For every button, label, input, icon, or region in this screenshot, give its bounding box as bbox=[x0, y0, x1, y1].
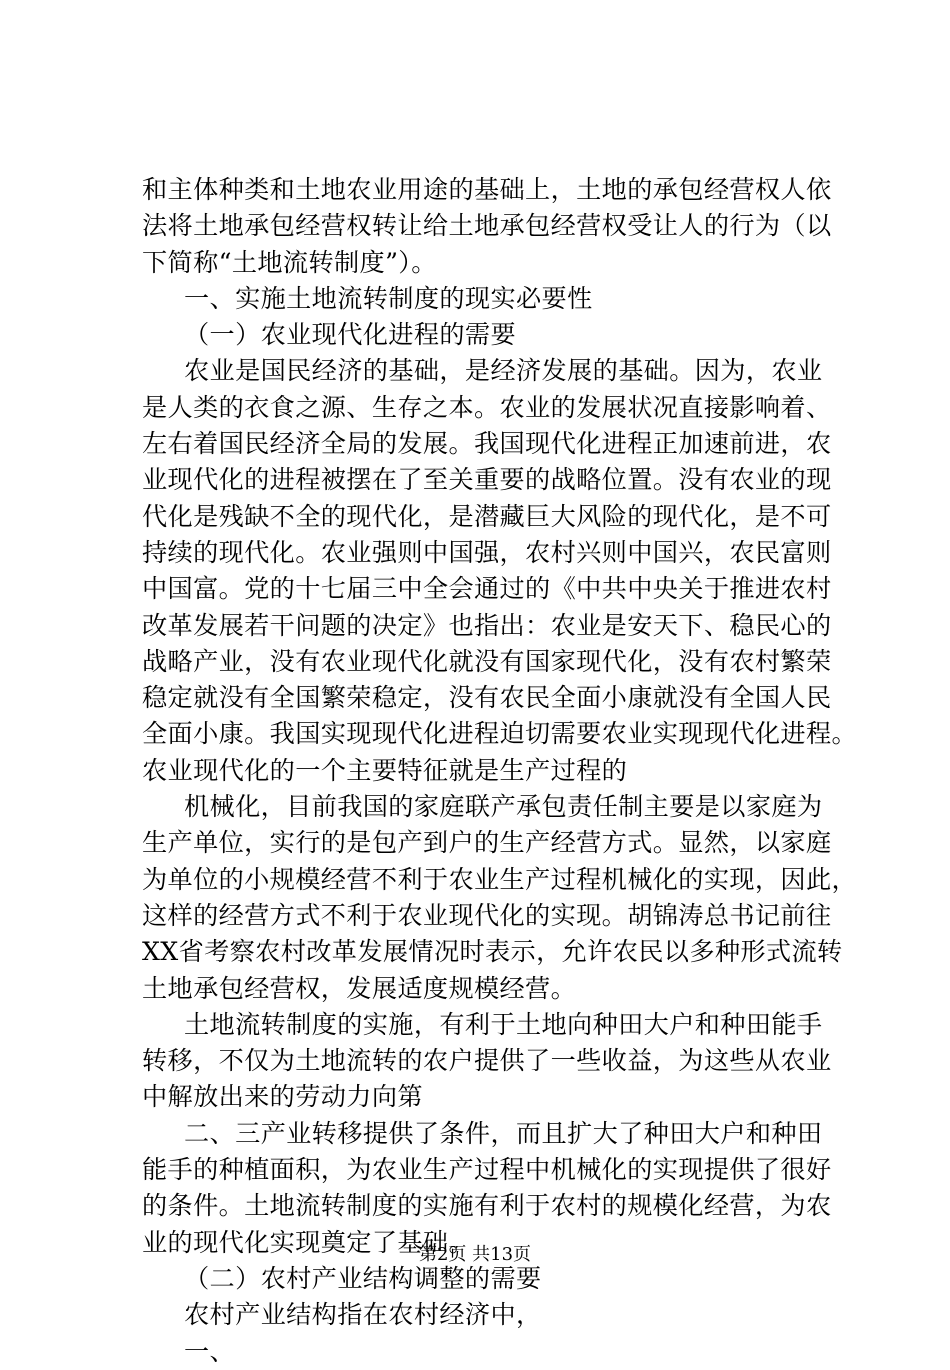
text-line: 能手的种植面积，为农业生产过程中机械化的实现提供了很好 bbox=[142, 1155, 832, 1185]
text-line: 土地流转制度的实施，有利于土地向种田大户和种田能手 bbox=[184, 1009, 823, 1039]
text-line: 生产单位，实行的是包产到户的生产经营方式。显然，以家庭 bbox=[142, 828, 832, 858]
text-line: 改革发展若干问题的决定》也指出：农业是安天下、稳民心的 bbox=[142, 610, 832, 640]
text-line: 持续的现代化。农业强则中国强，农村兴则中国兴，农民富则 bbox=[142, 537, 832, 567]
text-line: XX省考察农村改革发展情况时表示，允许农民以多种形式流转 bbox=[142, 937, 843, 967]
text-line: 机械化，目前我国的家庭联产承包责任制主要是以家庭为 bbox=[184, 792, 823, 822]
text-line: 农业是国民经济的基础，是经济发展的基础。因为，农业 bbox=[184, 356, 823, 386]
text-line: 稳定就没有全国繁荣稳定，没有农民全面小康就没有全国人民 bbox=[142, 683, 832, 713]
text-line: 土地承包经营权，发展适度规模经营。 bbox=[142, 973, 577, 1003]
text-line: 农村产业结构指在农村经济中， bbox=[184, 1300, 542, 1330]
text-line: 中国富。党的十七届三中全会通过的《中共中央关于推进农村 bbox=[142, 574, 832, 604]
text-line: 代化是残缺不全的现代化，是潜藏巨大风险的现代化，是不可 bbox=[142, 501, 832, 531]
text-line: 二、三产业转移提供了条件，而且扩大了种田大户和种田 bbox=[184, 1118, 823, 1148]
text-line: 一、 bbox=[184, 1336, 236, 1366]
text-line: 下简称“土地流转制度”）。 bbox=[142, 247, 437, 277]
text-line: 法将土地承包经营权转让给土地承包经营权受让人的行为（以 bbox=[142, 211, 832, 241]
text-line: 是人类的衣食之源、生存之本。农业的发展状况直接影响着、 bbox=[142, 392, 832, 422]
text-line: 这样的经营方式不利于农业现代化的实现。胡锦涛总书记前往 bbox=[142, 900, 832, 930]
text-line: 中解放出来的劳动力向第 bbox=[142, 1082, 423, 1112]
document-body bbox=[142, 172, 862, 1370]
text-line: （一）农业现代化进程的需要 bbox=[184, 320, 516, 350]
page-footer bbox=[0, 1243, 950, 1267]
text-line: 为单位的小规模经营不利于农业生产过程机械化的实现，因此， bbox=[142, 864, 858, 894]
text-line: 左右着国民经济全局的发展。我国现代化进程正加速前进，农 bbox=[142, 429, 832, 459]
text-line: 战略产业，没有农业现代化就没有国家现代化，没有农村繁荣 bbox=[142, 646, 832, 676]
text-line: 和主体种类和土地农业用途的基础上，土地的承包经营权人依 bbox=[142, 175, 832, 204]
text-line: （二）农村产业结构调整的需要 bbox=[184, 1263, 542, 1293]
text-line: 一、实施土地流转制度的现实必要性 bbox=[184, 283, 593, 313]
text-line: 全面小康。我国实现现代化进程迫切需要农业实现现代化进程。 bbox=[142, 719, 858, 749]
text-line: 转移，不仅为土地流转的农户提供了一些收益，为这些从农业 bbox=[142, 1046, 832, 1076]
page-number-label: 第2页 共13页 bbox=[418, 1244, 532, 1265]
text-line: 业现代化的进程被摆在了至关重要的战略位置。没有农业的现 bbox=[142, 465, 832, 495]
text-line: 农业现代化的一个主要特征就是生产过程的 bbox=[142, 755, 628, 785]
text-line: 业的现代化实现奠定了基础。 bbox=[142, 1227, 474, 1257]
text-line: 的条件。土地流转制度的实施有利于农村的规模化经营，为农 bbox=[142, 1191, 832, 1221]
